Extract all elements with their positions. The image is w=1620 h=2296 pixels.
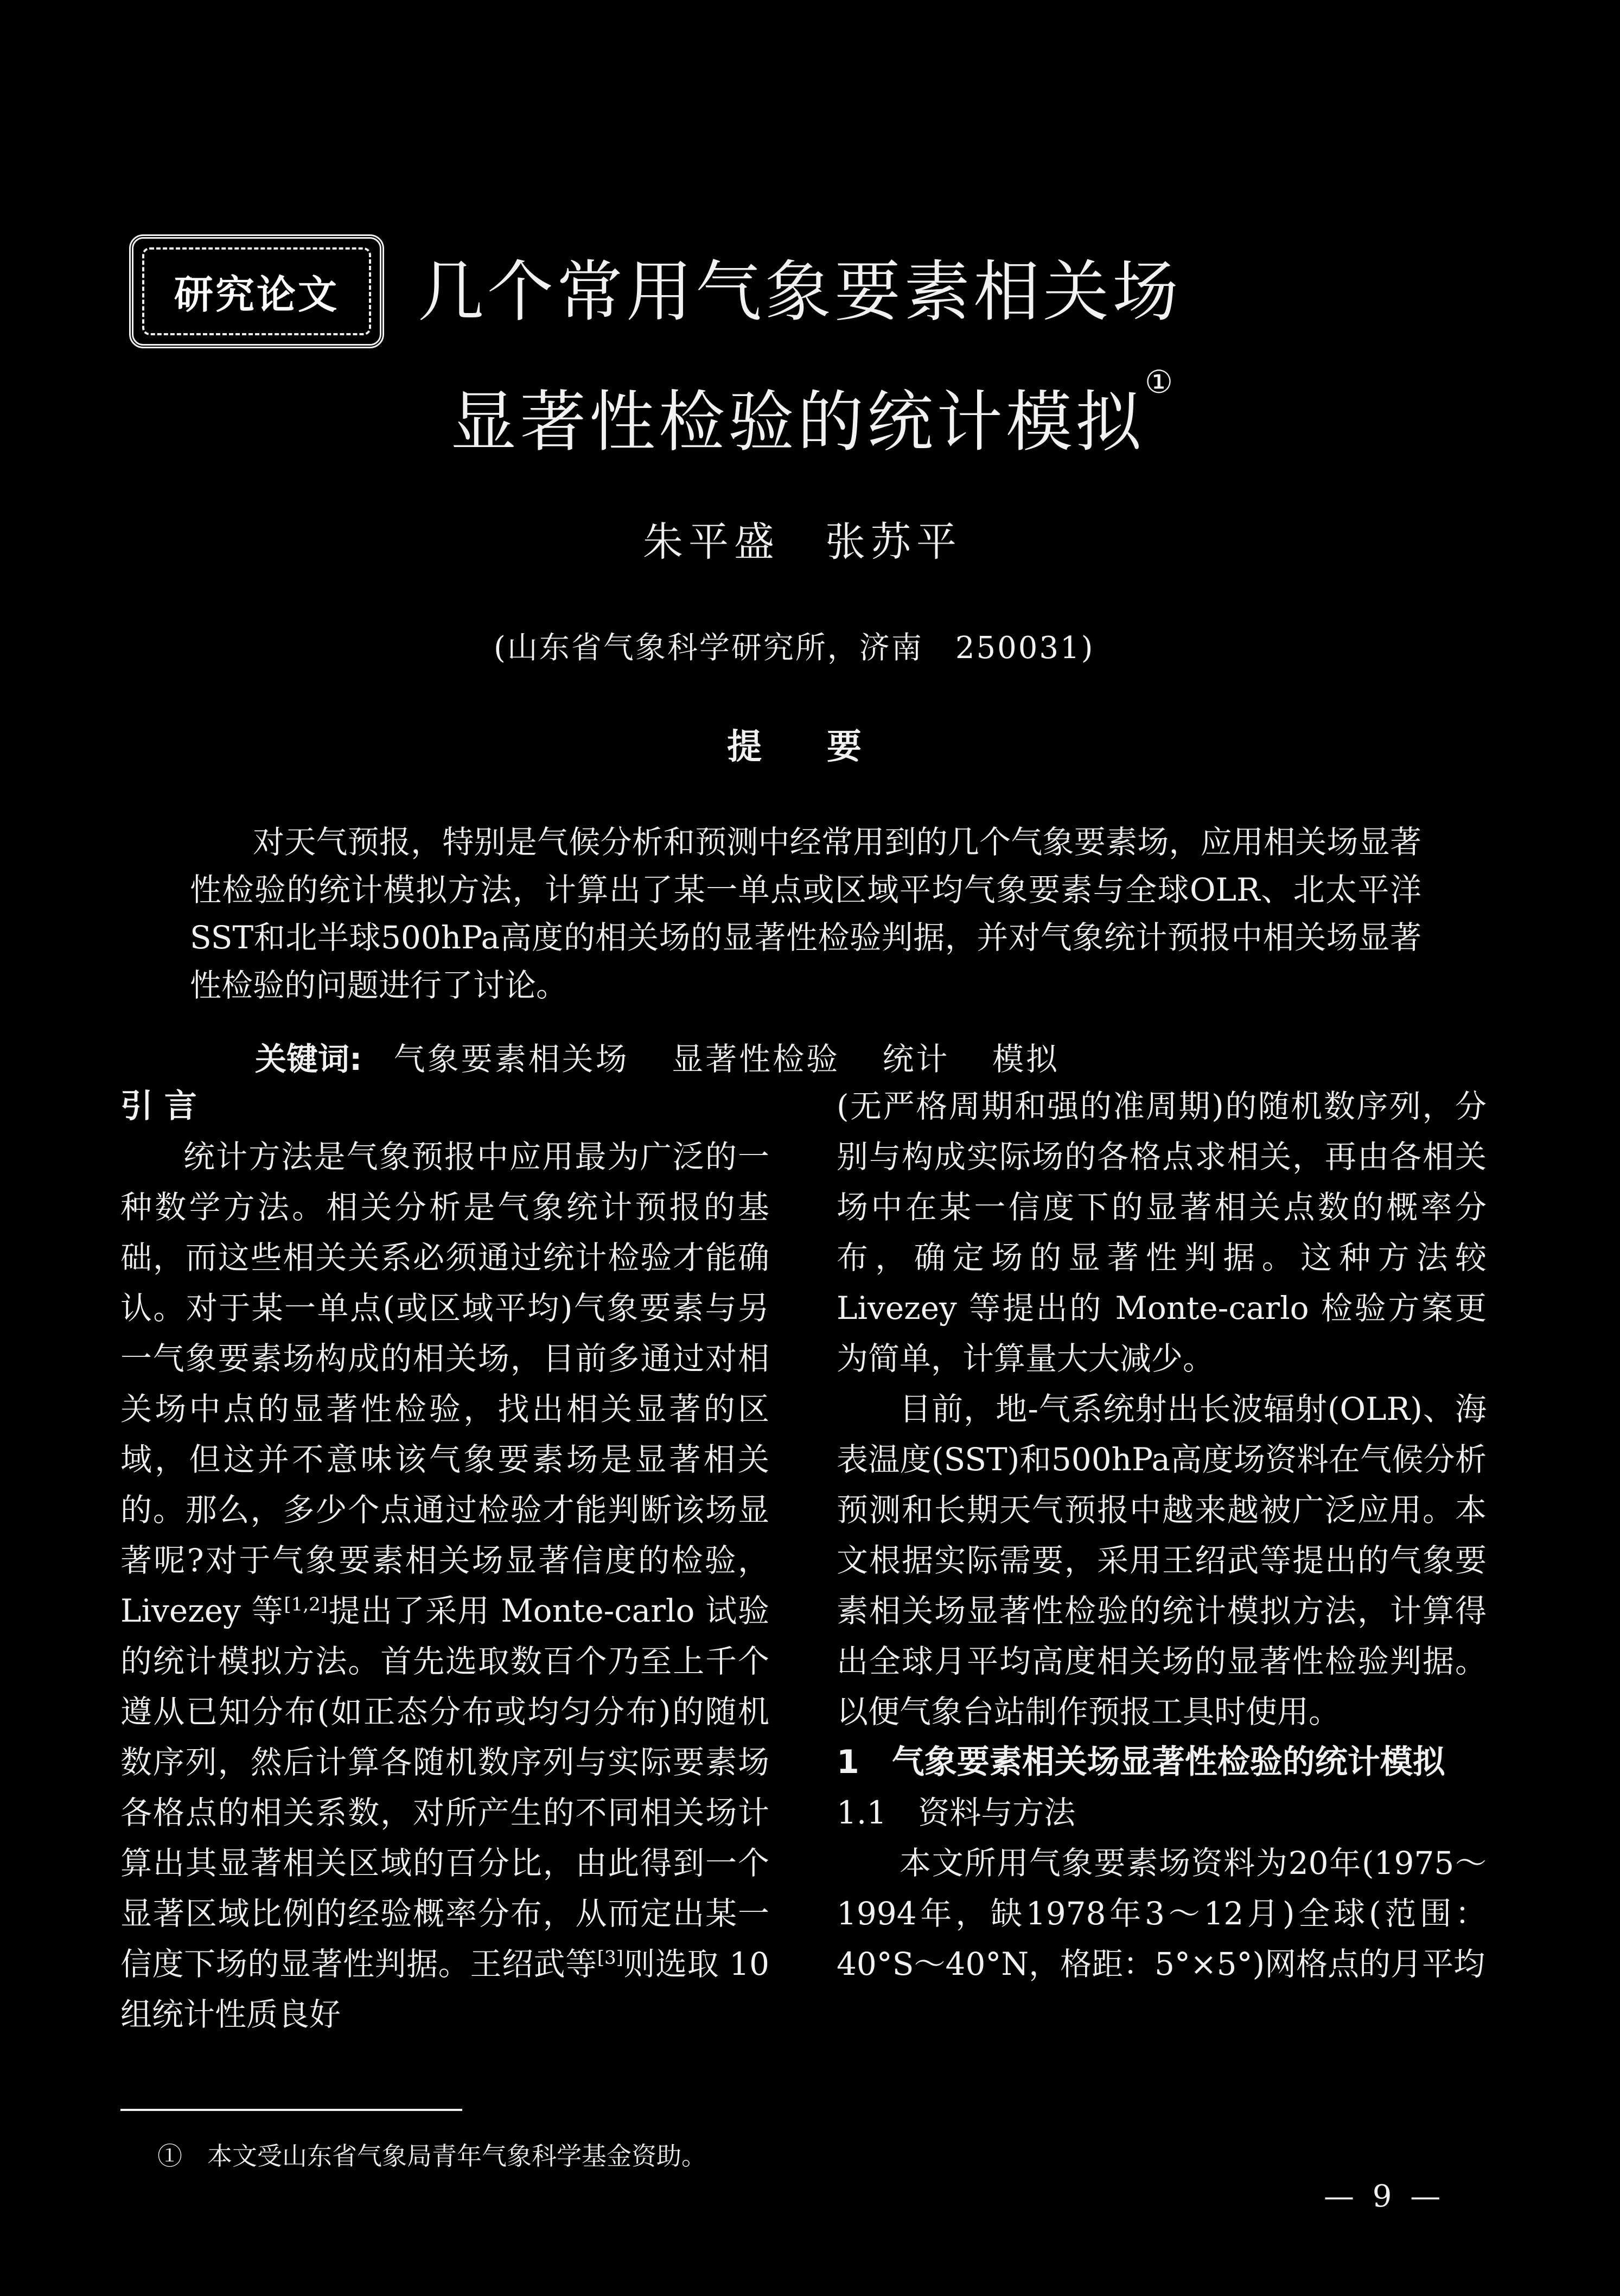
section-badge bbox=[129, 234, 384, 348]
title-note-mark: ① bbox=[1145, 363, 1176, 400]
affiliation: (山东省气象科学研究所，济南 250031) bbox=[494, 630, 1095, 666]
keywords bbox=[255, 1034, 1092, 1079]
intro-paragraph-continued: (无严格周期和强的准周期)的随机数序列，分别与构成实际场的各格点求相关，再由各相关场中在某一信度下的显著相关点数的概率分布，确定场的显著性判据。这种方法较 Livezey 等提出的 Monte-carlo 检验方案更为简单，计算量大大减少。 bbox=[837, 1088, 1487, 1377]
intro-text-b: 提出了采用 Monte-carlo 试验的统计模拟方法。首先选取数百个乃至上千个遵从已知分布(如正态分布或均匀分布)的随机数序列，然后计算各随机数序列与实际要素场各格点的相关系数，对所产生的不同相关场计算出其显著相关区域的百分比，由此得到一个显著区域比例的经验概率分布，从而定出某一信度下场的显著性判据。王绍武等 bbox=[120, 1592, 769, 1982]
right-column bbox=[837, 1081, 1487, 1989]
left-column bbox=[120, 1081, 769, 2040]
keyword-item: 显著性检验 bbox=[672, 1041, 840, 1077]
data-method-paragraph: 本文所用气象要素场资料为20年(1975～1994年，缺1978年3～12月)全球(范围：40°S～40°N，格距：5°×5°)网格点的月平均 bbox=[837, 1845, 1487, 1982]
section-heading-1: 1 气象要素相关场显著性检验的统计模拟 bbox=[837, 1743, 1445, 1781]
keyword-item: 气象要素相关场 bbox=[393, 1041, 629, 1077]
citation-ref: [1,2] bbox=[284, 1593, 328, 1616]
intro-text-c: 则选取 10 组统计性质良好 bbox=[120, 1946, 769, 2033]
keyword-item: 模拟 bbox=[992, 1041, 1060, 1077]
keywords-label: 关键词: bbox=[255, 1041, 362, 1077]
authors: 朱平盛 张苏平 bbox=[643, 519, 962, 565]
intro-paragraph-2: 目前，地-气系统射出长波辐射(OLR)、海表温度(SST)和500hPa高度场资料在气候分析预测和长期天气预报中越来越被广泛应用。本文根据实际需要，采用王绍武等提出的气象要素相关场显著性检验的统计模拟方法，计算得出全球月平均高度相关场的显著性检验判据。以便气象台站制作预报工具时使用。 bbox=[837, 1391, 1487, 1730]
section-badge-label: 研究论文 bbox=[164, 260, 349, 323]
title-line-1: 几个常用气象要素相关场 bbox=[418, 253, 1182, 330]
abstract-heading: 提要 bbox=[727, 727, 927, 767]
subsection-heading-1-1: 1.1 资料与方法 bbox=[837, 1794, 1076, 1831]
title-line-2 bbox=[450, 363, 1176, 464]
footnote-rule bbox=[120, 2109, 462, 2111]
intro-paragraph bbox=[120, 1132, 769, 2040]
abstract-text: 对天气预报，特别是气候分析和预测中经常用到的几个气象要素场，应用相关场显著性检验的统计模拟方法，计算出了某一单点或区域平均气象要素与全球OLR、北太平洋SST和北半球500hPa高度的相关场的显著性检验判据，并对气象统计预报中相关场显著性检验的问题进行了讨论。 bbox=[190, 824, 1421, 1004]
keyword-item: 统计 bbox=[882, 1041, 950, 1077]
title-line-2-text: 显著性检验的统计模拟 bbox=[450, 384, 1145, 461]
intro-text-a: 统计方法是气象预报中应用最为广泛的一种数学方法。相关分析是气象统计预报的基础，而这些相关关系必须通过统计检验才能确认。对于某一单点(或区域平均)气象要素与另一气象要素场构成的相关场，目前多通过对相关场中点的显著性检验，找出相关显著的区域，但这并不意味该气象要素场是显著相关的。那么，多少个点通过检验才能判断该场显著呢?对于气象要素相关场显著信度的检验，Livezey 等 bbox=[120, 1138, 769, 1629]
footnote: ① 本文受山东省气象局青年气象科学基金资助。 bbox=[157, 2141, 706, 2171]
citation-ref: [3] bbox=[597, 1947, 623, 1969]
intro-heading: 引 言 bbox=[120, 1087, 197, 1125]
page-number: — 9 — bbox=[1324, 2179, 1445, 2214]
